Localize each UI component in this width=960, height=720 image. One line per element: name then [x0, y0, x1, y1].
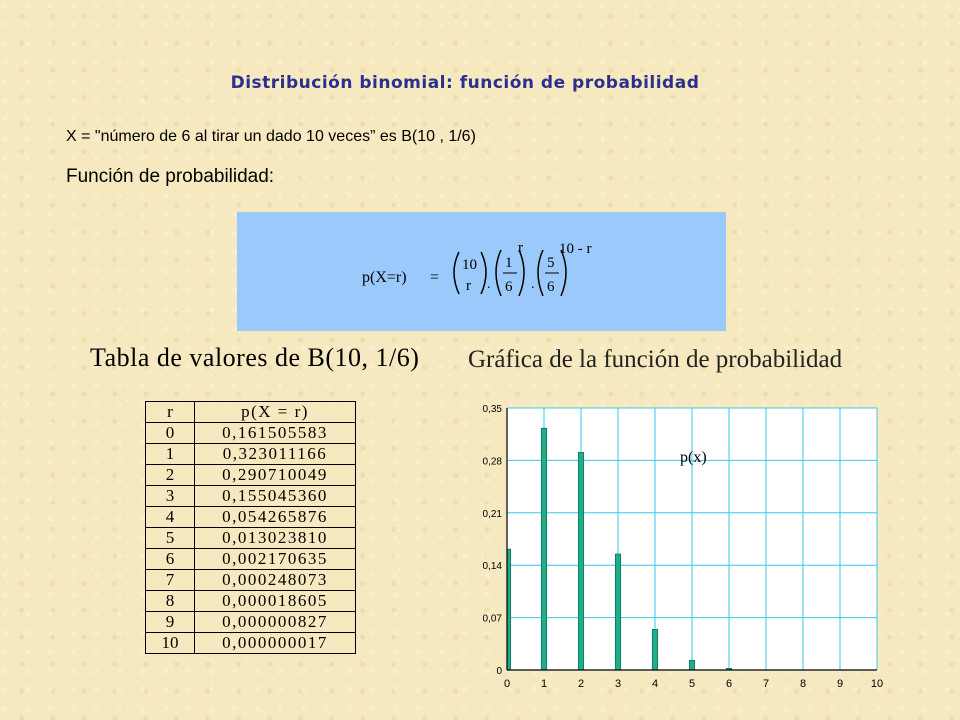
cell-prob: 0,290710049 [195, 465, 356, 486]
cell-r: 4 [146, 507, 195, 528]
frac1-right-paren [519, 250, 524, 296]
x-tick-label: 7 [762, 678, 770, 690]
y-tick-label: 0,21 [482, 508, 502, 520]
cell-prob: 0,013023810 [195, 528, 356, 549]
cell-prob: 0,155045360 [195, 486, 356, 507]
formula-equals: = [430, 269, 440, 286]
cell-r: 9 [146, 612, 195, 633]
exp2: 10 - r [559, 241, 592, 257]
table-row [146, 423, 356, 444]
table-row [146, 486, 356, 507]
y-tick-label: 0,28 [482, 456, 502, 468]
cell-prob: 0,000000017 [195, 633, 356, 654]
table-row [146, 549, 356, 570]
frac2-left-paren [538, 250, 543, 296]
chart-title: Gráfica de la función de probabilidad [468, 346, 843, 373]
cell-r: 1 [146, 444, 195, 465]
cell-prob: 0,323011166 [195, 444, 356, 465]
formula-box [237, 212, 726, 331]
y-tick-labels [483, 404, 503, 677]
bar [652, 629, 658, 670]
table-row [146, 591, 356, 612]
frac1-left-paren [496, 250, 501, 296]
binom-right-paren [481, 252, 486, 294]
table-row [146, 570, 356, 591]
probability-chart [470, 395, 890, 707]
x-tick-label: 0 [503, 678, 511, 690]
variable-definition: X = "número de 6 al tirar un dado 10 veces” es B(10 , 1/6) [66, 128, 476, 145]
cell-prob: 0,000000827 [195, 612, 356, 633]
table-row [146, 465, 356, 486]
y-tick-label: 0,07 [482, 613, 502, 625]
table-row [146, 633, 356, 654]
frac2-den: 6 [547, 279, 555, 295]
header-r: r [146, 402, 195, 423]
cell-r: 0 [146, 423, 195, 444]
table-header-row [146, 402, 356, 423]
bar [541, 428, 547, 670]
chart-annotation: p(x) [680, 449, 707, 466]
table-title: Tabla de valores de B(10, 1/6) [90, 343, 420, 372]
y-tick-label: 0 [496, 666, 502, 677]
bar [578, 452, 584, 670]
x-tick-label: 4 [651, 678, 659, 690]
slide-title: Distribución binomial: función de probabilidad [230, 73, 700, 93]
x-tick-label: 9 [836, 678, 844, 690]
header-prob: p(X = r) [195, 402, 356, 423]
binom-top: 10 [462, 257, 477, 273]
formula-dot-2: . [531, 277, 535, 292]
binom-bottom: r [466, 278, 471, 294]
cell-prob: 0,000018605 [195, 591, 356, 612]
formula-lhs: p(X=r) [362, 269, 407, 286]
binom-left-paren [454, 252, 459, 294]
x-tick-label: 3 [614, 678, 622, 690]
cell-prob: 0,054265876 [195, 507, 356, 528]
y-tick-label: 0,14 [482, 561, 502, 573]
x-tick-label: 10 [870, 678, 884, 690]
x-tick-label: 1 [540, 678, 548, 690]
table-row [146, 612, 356, 633]
cell-prob: 0,000248073 [195, 570, 356, 591]
frac2-num: 5 [547, 255, 555, 271]
y-tick-label: 0,35 [482, 404, 502, 415]
frac1-den: 6 [505, 279, 513, 295]
formula-svg [237, 212, 726, 331]
cell-r: 7 [146, 570, 195, 591]
table-row [146, 444, 356, 465]
values-table [145, 401, 356, 654]
formula-dot-1: . [487, 277, 491, 292]
table-row [146, 507, 356, 528]
cell-prob: 0,161505583 [195, 423, 356, 444]
x-tick-label: 2 [577, 678, 585, 690]
x-tick-labels [504, 678, 883, 690]
cell-r: 8 [146, 591, 195, 612]
cell-r: 6 [146, 549, 195, 570]
section-label: Función de probabilidad: [66, 166, 275, 187]
table-row [146, 528, 356, 549]
cell-prob: 0,002170635 [195, 549, 356, 570]
cell-r: 10 [146, 633, 195, 654]
cell-r: 5 [146, 528, 195, 549]
cell-r: 2 [146, 465, 195, 486]
exp1: r [518, 240, 523, 256]
bar [615, 554, 621, 670]
bar [689, 660, 695, 670]
x-tick-label: 5 [688, 678, 696, 690]
x-tick-label: 8 [799, 678, 807, 690]
x-tick-label: 6 [725, 678, 733, 690]
cell-r: 3 [146, 486, 195, 507]
frac1-num: 1 [505, 255, 513, 271]
